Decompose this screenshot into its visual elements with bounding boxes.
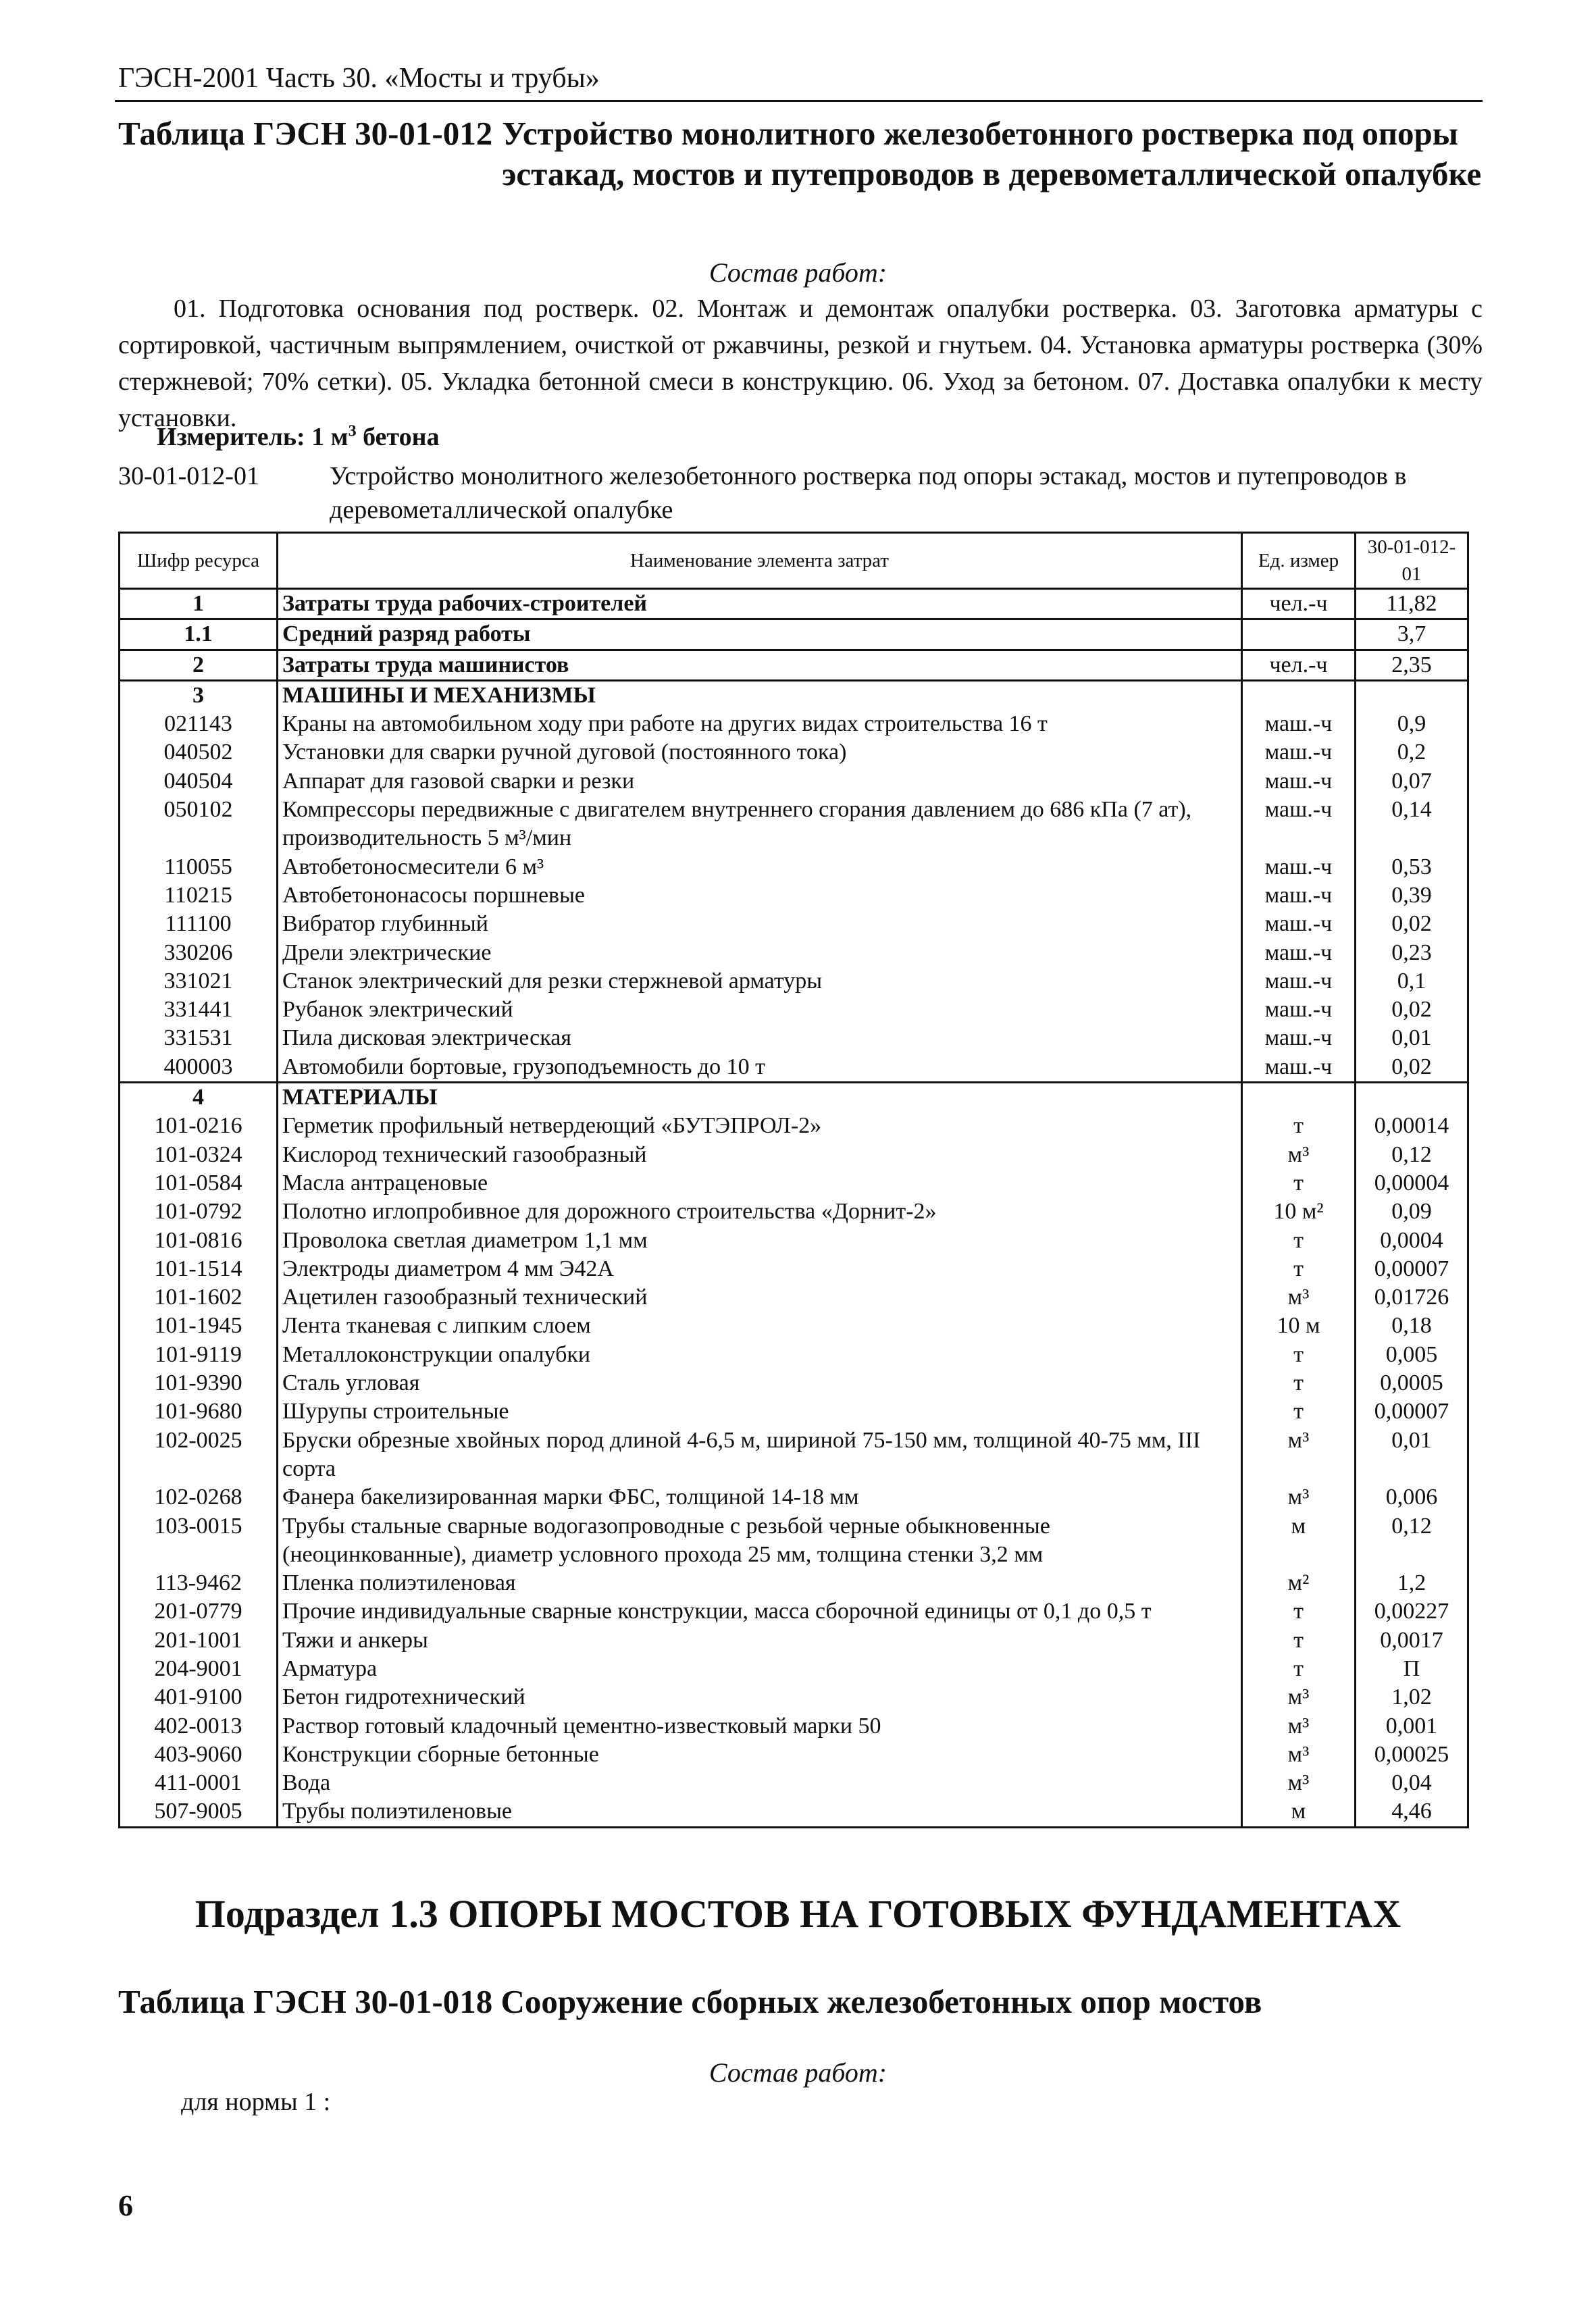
cell-code: 101-9119 <box>120 1341 278 1369</box>
cell-value: 0,14 <box>1356 796 1468 853</box>
table-row <box>120 1512 1468 1570</box>
cell-name: МАШИНЫ И МЕХАНИЗМЫ <box>278 680 1242 710</box>
table2-work-caption: Состав работ: <box>709 2057 887 2088</box>
cell-value: 0,01726 <box>1356 1283 1468 1312</box>
cell-unit: маш.-ч <box>1242 853 1356 881</box>
cell-unit: т <box>1242 1112 1356 1140</box>
cell-name: Арматура <box>278 1655 1242 1683</box>
cell-name: Автобетононасосы поршневые <box>278 881 1242 910</box>
cell-unit <box>1242 1083 1356 1112</box>
cell-unit: маш.-ч <box>1242 1053 1356 1083</box>
subsection-title: Подраздел 1.3 ОПОРЫ МОСТОВ НА ГОТОВЫХ ФУНДАМЕНТАХ <box>195 1892 1401 1936</box>
cell-name: Затраты труда машинистов <box>278 650 1242 680</box>
cell-name: Средний разряд работы <box>278 619 1242 650</box>
cell-value: 0,005 <box>1356 1341 1468 1369</box>
cell-unit: м³ <box>1242 1141 1356 1169</box>
cell-value: 0,18 <box>1356 1312 1468 1340</box>
measure-sup: 3 <box>348 422 357 440</box>
cell-code: 101-0816 <box>120 1227 278 1255</box>
table-row <box>120 1341 1468 1369</box>
cell-name: Электроды диаметром 4 мм Э42А <box>278 1255 1242 1283</box>
table-row <box>120 1426 1468 1484</box>
table-row <box>120 939 1468 967</box>
cell-code: 411-0001 <box>120 1769 278 1797</box>
table-row <box>120 1112 1468 1140</box>
norm-line <box>118 459 1483 527</box>
cell-value: 0,0004 <box>1356 1227 1468 1255</box>
cell-code: 402-0013 <box>120 1712 278 1741</box>
cell-unit: т <box>1242 1626 1356 1655</box>
table-row <box>120 767 1468 796</box>
cell-unit: т <box>1242 1227 1356 1255</box>
cell-value: 0,23 <box>1356 939 1468 967</box>
table-row <box>120 967 1468 996</box>
work-composition-text: 01. Подготовка основания под ростверк. 02. Монтаж и демонтаж опалубки ростверка. 03. Заготовка арматуры с сортировкой, частичным выпрямлением, очисткой от ржавчины, резкой и гнутьем. 04. Установка арматуры ростверка (30% стержневой; 70% сетки). 05. Укладка бетонной смеси в конструкцию. 06. Уход за бетоном. 07. Доставка опалубки к месту установки. <box>118 294 1483 432</box>
cell-unit: маш.-ч <box>1242 796 1356 853</box>
table-row <box>120 1227 1468 1255</box>
cell-code: 331531 <box>120 1024 278 1052</box>
cell-unit <box>1242 619 1356 650</box>
cell-code: 110055 <box>120 853 278 881</box>
cell-value <box>1356 1083 1468 1112</box>
table-row <box>120 1797 1468 1827</box>
cell-value: 3,7 <box>1356 619 1468 650</box>
cell-name: Пила дисковая электрическая <box>278 1024 1242 1052</box>
cell-value: 0,00025 <box>1356 1741 1468 1769</box>
for-norm-label: для нормы 1 : <box>181 2088 331 2116</box>
table-row <box>120 710 1468 738</box>
table-row <box>120 1597 1468 1626</box>
cell-unit: т <box>1242 1255 1356 1283</box>
cell-unit: м² <box>1242 1569 1356 1597</box>
cell-unit: маш.-ч <box>1242 881 1356 910</box>
cell-value: 0,09 <box>1356 1198 1468 1226</box>
cell-unit: маш.-ч <box>1242 910 1356 938</box>
header-rule <box>115 100 1483 102</box>
cell-code: 102-0025 <box>120 1426 278 1484</box>
cell-value: 11,82 <box>1356 589 1468 619</box>
cell-value: 0,006 <box>1356 1483 1468 1512</box>
cell-code: 101-0216 <box>120 1112 278 1140</box>
cell-name: Рубанок электрический <box>278 996 1242 1024</box>
table-row <box>120 1024 1468 1052</box>
resource-table <box>118 532 1469 1828</box>
cell-value: 0,00227 <box>1356 1597 1468 1626</box>
cell-name: Кислород технический газообразный <box>278 1141 1242 1169</box>
cell-name: Масла антраценовые <box>278 1169 1242 1198</box>
cell-name: Конструкции сборные бетонные <box>278 1741 1242 1769</box>
cell-value: 0,01 <box>1356 1426 1468 1484</box>
cell-code: 201-1001 <box>120 1626 278 1655</box>
cell-code: 331441 <box>120 996 278 1024</box>
cell-code: 040502 <box>120 738 278 767</box>
cell-unit: м³ <box>1242 1741 1356 1769</box>
cell-unit: м <box>1242 1797 1356 1827</box>
cell-code: 3 <box>120 680 278 710</box>
table-row <box>120 1169 1468 1198</box>
cell-value: 0,9 <box>1356 710 1468 738</box>
cell-value: 2,35 <box>1356 650 1468 680</box>
cell-code: 403-9060 <box>120 1741 278 1769</box>
table-number: Таблица ГЭСН 30-01-012 <box>118 115 493 152</box>
table-row <box>120 619 1468 650</box>
cell-value: 0,2 <box>1356 738 1468 767</box>
cell-value: 0,00004 <box>1356 1169 1468 1198</box>
cell-unit: маш.-ч <box>1242 738 1356 767</box>
measure-unit <box>157 422 440 452</box>
measure-suffix: бетона <box>363 423 440 451</box>
cell-name: Полотно иглопробивное для дорожного строительства «Дорнит-2» <box>278 1198 1242 1226</box>
column-header-name: Наименование элемента затрат <box>278 533 1242 589</box>
cell-name: Раствор готовый кладочный цементно-известковый марки 50 <box>278 1712 1242 1741</box>
cell-code: 111100 <box>120 910 278 938</box>
table-row <box>120 910 1468 938</box>
cell-value: 0,04 <box>1356 1769 1468 1797</box>
table-row <box>120 1569 1468 1597</box>
cell-name: Шурупы строительные <box>278 1397 1242 1426</box>
cell-code: 101-0792 <box>120 1198 278 1226</box>
table-title <box>118 113 1483 195</box>
cell-value: 1,02 <box>1356 1683 1468 1712</box>
cell-name: Установки для сварки ручной дуговой (постоянного тока) <box>278 738 1242 767</box>
cell-unit: т <box>1242 1341 1356 1369</box>
cell-value: 0,07 <box>1356 767 1468 796</box>
cell-code: 400003 <box>120 1053 278 1083</box>
cell-name: Металлоконструкции опалубки <box>278 1341 1242 1369</box>
cell-unit: маш.-ч <box>1242 967 1356 996</box>
cell-value: 0,39 <box>1356 881 1468 910</box>
cell-name: Затраты труда рабочих-строителей <box>278 589 1242 619</box>
cell-name: Пленка полиэтиленовая <box>278 1569 1242 1597</box>
table-row <box>120 1626 1468 1655</box>
table-row <box>120 589 1468 619</box>
cell-unit: маш.-ч <box>1242 767 1356 796</box>
cell-name: Прочие индивидуальные сварные конструкции, масса сборочной единицы от 0,1 до 0,5 т <box>278 1597 1242 1626</box>
table-row <box>120 680 1468 710</box>
cell-unit: т <box>1242 1169 1356 1198</box>
cell-value <box>1356 680 1468 710</box>
cell-code: 040504 <box>120 767 278 796</box>
cell-value: 0,001 <box>1356 1712 1468 1741</box>
cell-unit: маш.-ч <box>1242 1024 1356 1052</box>
table-row <box>120 1198 1468 1226</box>
cell-code: 401-9100 <box>120 1683 278 1712</box>
cell-code: 101-1602 <box>120 1283 278 1312</box>
running-header: ГЭСН-2001 Часть 30. «Мосты и трубы» <box>118 63 600 94</box>
table-row <box>120 1397 1468 1426</box>
cell-value: П <box>1356 1655 1468 1683</box>
cell-code: 101-1945 <box>120 1312 278 1340</box>
cell-unit: т <box>1242 1655 1356 1683</box>
cell-unit: м³ <box>1242 1712 1356 1741</box>
cell-name: Бетон гидротехнический <box>278 1683 1242 1712</box>
cell-name: Трубы стальные сварные водогазопроводные с резьбой черные обыкновенные (неоцинкованные), диаметр условного прохода 25 мм, толщина стенки 3,2 мм <box>278 1512 1242 1570</box>
cell-name: Вибратор глубинный <box>278 910 1242 938</box>
table-row <box>120 738 1468 767</box>
cell-unit: т <box>1242 1397 1356 1426</box>
cell-name: Компрессоры передвижные с двигателем внутреннего сгорания давлением до 686 кПа (7 ат), производительность 5 м³/мин <box>278 796 1242 853</box>
cell-code: 1 <box>120 589 278 619</box>
cell-unit: маш.-ч <box>1242 996 1356 1024</box>
work-composition-caption: Состав работ: <box>709 257 887 288</box>
cell-name: Тяжи и анкеры <box>278 1626 1242 1655</box>
cell-value: 0,0017 <box>1356 1626 1468 1655</box>
table-row <box>120 1283 1468 1312</box>
cell-name: Трубы полиэтиленовые <box>278 1797 1242 1827</box>
cell-unit: т <box>1242 1597 1356 1626</box>
measure-value: 1 м <box>311 423 349 451</box>
cell-code: 101-0324 <box>120 1141 278 1169</box>
table-row <box>120 1312 1468 1340</box>
cell-name: Лента тканевая с липким слоем <box>278 1312 1242 1340</box>
cell-unit: м³ <box>1242 1483 1356 1512</box>
cell-value: 0,00007 <box>1356 1397 1468 1426</box>
cell-value: 0,53 <box>1356 853 1468 881</box>
table-row <box>120 1141 1468 1169</box>
cell-unit: т <box>1242 1369 1356 1397</box>
cell-code: 507-9005 <box>120 1797 278 1827</box>
cell-name: Краны на автомобильном ходу при работе на других видах строительства 16 т <box>278 710 1242 738</box>
cell-unit <box>1242 680 1356 710</box>
cell-unit: м³ <box>1242 1426 1356 1484</box>
table-row <box>120 853 1468 881</box>
column-header-value: 30-01-012-01 <box>1356 533 1468 589</box>
cell-unit: м <box>1242 1512 1356 1570</box>
measure-label: Измеритель: <box>157 423 305 451</box>
table-row <box>120 1769 1468 1797</box>
cell-value: 1,2 <box>1356 1569 1468 1597</box>
table-row <box>120 1369 1468 1397</box>
cell-code: 204-9001 <box>120 1655 278 1683</box>
page-number: 6 <box>118 2189 133 2222</box>
cell-unit: м³ <box>1242 1683 1356 1712</box>
cell-value: 0,1 <box>1356 967 1468 996</box>
column-header-unit: Ед. измер <box>1242 533 1356 589</box>
cell-unit: чел.-ч <box>1242 650 1356 680</box>
cell-name: Ацетилен газообразный технический <box>278 1283 1242 1312</box>
cell-value: 0,02 <box>1356 910 1468 938</box>
cell-value: 0,12 <box>1356 1141 1468 1169</box>
table-row <box>120 1741 1468 1769</box>
cell-name: Сталь угловая <box>278 1369 1242 1397</box>
cell-name: Автомобили бортовые, грузоподъемность до 10 т <box>278 1053 1242 1083</box>
table-row <box>120 1083 1468 1112</box>
cell-name: Бруски обрезные хвойных пород длиной 4-6,5 м, шириной 75-150 мм, толщиной 40-75 мм, III сорта <box>278 1426 1242 1484</box>
cell-code: 021143 <box>120 710 278 738</box>
cell-unit: м³ <box>1242 1283 1356 1312</box>
cell-code: 103-0015 <box>120 1512 278 1570</box>
cell-value: 0,00014 <box>1356 1112 1468 1140</box>
cell-value: 0,0005 <box>1356 1369 1468 1397</box>
cell-name: Станок электрический для резки стержневой арматуры <box>278 967 1242 996</box>
norm-code: 30-01-012-01 <box>118 462 259 490</box>
cell-unit: маш.-ч <box>1242 710 1356 738</box>
cell-code: 2 <box>120 650 278 680</box>
cell-code: 201-0779 <box>120 1597 278 1626</box>
resource-table-body <box>120 589 1468 1828</box>
cell-code: 050102 <box>120 796 278 853</box>
cell-code: 101-0584 <box>120 1169 278 1198</box>
cell-code: 101-1514 <box>120 1255 278 1283</box>
cell-name: МАТЕРИАЛЫ <box>278 1083 1242 1112</box>
cell-code: 102-0268 <box>120 1483 278 1512</box>
cell-name: Герметик профильный нетвердеющий «БУТЭПРОЛ-2» <box>278 1112 1242 1140</box>
cell-value: 0,01 <box>1356 1024 1468 1052</box>
cell-unit: маш.-ч <box>1242 939 1356 967</box>
cell-value: 0,00007 <box>1356 1255 1468 1283</box>
table-name: Устройство монолитного железобетонного ростверка под опоры эстакад, мостов и путепроводов в деревометаллической опалубке <box>502 115 1482 192</box>
table-row <box>120 1053 1468 1083</box>
table2-title: Таблица ГЭСН 30-01-018 Сооружение сборных железобетонных опор мостов <box>118 1983 1262 2020</box>
cell-code: 101-9680 <box>120 1397 278 1426</box>
cell-code: 101-9390 <box>120 1369 278 1397</box>
cell-code: 1.1 <box>120 619 278 650</box>
cell-value: 0,12 <box>1356 1512 1468 1570</box>
cell-unit: 10 м <box>1242 1312 1356 1340</box>
table-row <box>120 1655 1468 1683</box>
cell-unit: чел.-ч <box>1242 589 1356 619</box>
cell-value: 0,02 <box>1356 996 1468 1024</box>
cell-code: 331021 <box>120 967 278 996</box>
table-row <box>120 1712 1468 1741</box>
cell-name: Дрели электрические <box>278 939 1242 967</box>
cell-unit: м³ <box>1242 1769 1356 1797</box>
table-row <box>120 650 1468 680</box>
table-row <box>120 881 1468 910</box>
norm-description: Устройство монолитного железобетонного ростверка под опоры эстакад, мостов и путепроводов в деревометаллической опалубке <box>330 462 1407 524</box>
cell-value: 0,02 <box>1356 1053 1468 1083</box>
table-row <box>120 796 1468 853</box>
cell-name: Аппарат для газовой сварки и резки <box>278 767 1242 796</box>
cell-name: Вода <box>278 1769 1242 1797</box>
cell-name: Фанера бакелизированная марки ФБС, толщиной 14-18 мм <box>278 1483 1242 1512</box>
cell-code: 4 <box>120 1083 278 1112</box>
table-row <box>120 996 1468 1024</box>
cell-name: Автобетоносмесители 6 м³ <box>278 853 1242 881</box>
cell-code: 113-9462 <box>120 1569 278 1597</box>
table-row <box>120 1255 1468 1283</box>
table-row <box>120 1483 1468 1512</box>
cell-unit: 10 м² <box>1242 1198 1356 1226</box>
cell-value: 4,46 <box>1356 1797 1468 1827</box>
cell-name: Проволока светлая диаметром 1,1 мм <box>278 1227 1242 1255</box>
table-row <box>120 1683 1468 1712</box>
column-header-code: Шифр ресурса <box>120 533 278 589</box>
cell-code: 110215 <box>120 881 278 910</box>
cell-code: 330206 <box>120 939 278 967</box>
